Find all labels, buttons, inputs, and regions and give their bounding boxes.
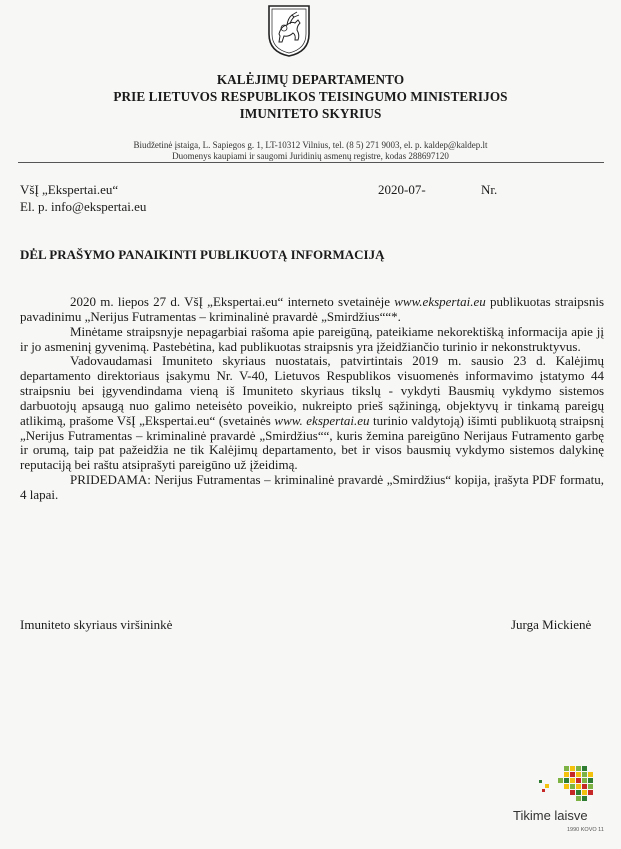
registry-info: Duomenys kaupiami ir saugomi Juridinių asmenų registre, kodas 288697120 <box>172 151 449 161</box>
signatory-title: Imuniteto skyriaus viršininkė <box>20 617 173 632</box>
contact-info: Biudžetinė įstaiga, L. Sapiegos g. 1, LT-10312 Vilnius, tel. (8 5) 271 9003, el. p. kaldep@kaldep.lt <box>133 140 488 150</box>
letter-number-label: Nr. <box>481 182 498 197</box>
logo-subtext: 1990 KOVO 11 <box>567 827 604 833</box>
org-line-3: IMUNITETO SKYRIUS <box>239 106 382 121</box>
org-line-2: PRIE LIETUVOS RESPUBLIKOS TEISINGUMO MINISTERIJOS <box>113 89 508 104</box>
org-line-1: KALĖJIMŲ DEPARTAMENTO <box>216 72 405 87</box>
signatory-name: Jurga Mickienė <box>511 617 592 632</box>
recipient-email: El. p. info@ekspertai.eu <box>20 199 147 214</box>
paragraph-3: Vadovaudamasi Imuniteto skyriaus nuostatais, patvirtintais 2019 m. sausio 23 d. Kalėjimų departamento direktoriaus įsakymu Nr. V-40, Lietuvos Respublikos visuomenės informavimo įstatymo 44 straipsniu bei įgyvendindama vieną iš Imuniteto skyriaus tikslų - vykdyti Bausmių vykdymo sistemos darbuotojų apsaugą nuo galimo neteisėto poveikio, nukreipto prieš sąžiningą, objektyvų ir tinkamą pareigų atlikimą, prašome VšĮ „Ekspertai.eu“ (svetainės www. ekspertai.eu turinio valdytoją) išimti publikuotą straipsnį „Nerijus Futramentas – kriminalinė pravardė „Smirdžius““, kuris žemina pareigūno Nerijaus Futramento garbę ir orumą, taip pat pažeidžia ne tik Kalėjimų departamento, bet ir visos bausmių vykdymo sistemos dalykinę reputaciją bei raštu atsiprašyti pareigūno už įžeidimą. <box>20 353 604 473</box>
letter-body <box>20 295 604 503</box>
website-link-text: www.ekspertai.eu <box>394 294 486 309</box>
letter-subject: DĖL PRAŠYMO PANAIKINTI PUBLIKUOTĄ INFORMACIJĄ <box>20 247 385 262</box>
logo-slogan: Tikime laisve <box>513 808 588 823</box>
coat-of-arms-icon <box>267 4 311 58</box>
paragraph-2: Minėtame straipsnyje nepagarbiai rašoma apie pareigūną, pateikiame nekorektišką informacija apie jį ir jo asmeninį gyvenimą. Pastebėtina, kad publikuotas straipsnis yra įžeidžiančio turinio ir nekonstruktyvus. <box>20 323 604 354</box>
paragraph-1: 2020 m. liepos 27 d. VšĮ „Ekspertai.eu“ interneto svetainėje www.ekspertai.eu publikuotas straipsnis pavadinimu „Nerijus Futramentas – kriminalinė pravardė „Smirdžius““*. <box>20 294 604 324</box>
letter-date: 2020-07- <box>378 182 426 197</box>
header-divider <box>18 162 604 163</box>
recipient-name: VšĮ „Ekspertai.eu“ <box>20 182 119 197</box>
website-link-text: www. ekspertai.eu <box>274 412 370 428</box>
paragraph-attachment: PRIDEDAMA: Nerijus Futramentas – kriminalinė pravardė „Smirdžius“ kopija, įrašyta PDF formatu, 4 lapai. <box>20 472 604 502</box>
